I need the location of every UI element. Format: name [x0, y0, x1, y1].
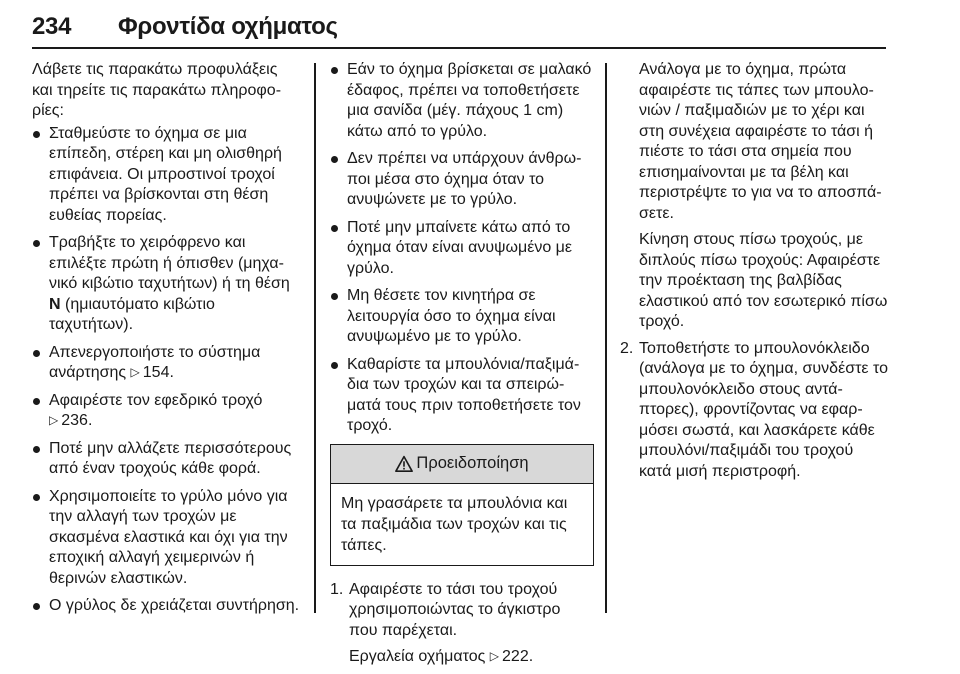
bullet-text-end: . [87, 412, 93, 429]
procedure-steps-continued [620, 339, 890, 483]
list-item [330, 60, 592, 142]
page-number: 234 [32, 13, 72, 40]
reference-page: 222 [502, 648, 529, 665]
bullet-text: Απενεργοποιήστε το σύστημα ανάρτησης [49, 343, 261, 381]
list-item [32, 596, 302, 617]
bullet-text: Χρησιμοποιείτε το γρύλο μόνο για την αλλαγή των τροχών με σκασμένα ελαστικά και όχι για την εποχική αλλαγή χειμερινών ή θερινών ελαστικών. [49, 487, 288, 587]
list-item [32, 487, 302, 590]
gear-position-n: N [49, 295, 61, 313]
reference-arrow-icon: ▷ [49, 413, 59, 427]
step-paragraph: Κίνηση στους πίσω τροχούς, με διπλούς πίσω τροχούς: Αφαιρέστε την προέκταση της βαλβίδας ελαστικού από τον εσωτερικό πίσω τροχό. [639, 231, 888, 330]
bullet-text: Αφαιρέστε τον εφεδρικό τροχό [49, 391, 263, 409]
list-item [32, 439, 302, 480]
warning-text: Μη γρασάρετε τα μπουλόνια και τα παξιμάδια των τροχών και τις τάπες. [341, 494, 568, 554]
precautions-list [32, 124, 302, 617]
bullet-text: Καθαρίστε τα μπουλόνια/παξιμάδια των τροχών και τα σπειρώματά τους πριν τοποθετήσετε τον τροχό. [347, 355, 581, 434]
warning-header [331, 445, 593, 484]
bullet-text-end: . [169, 364, 174, 381]
reference-arrow-icon: ▷ [489, 649, 500, 663]
bullet-text: Ποτέ μην αλλάζετε περισσότερους από έναν τροχούς κάθε φορά. [49, 439, 292, 477]
tools-text: Εργαλεία οχήματος [349, 648, 490, 665]
page-reference-link[interactable] [490, 648, 529, 665]
intro-paragraph: Λάβετε τις παρακάτω προφυλάξεις και τηρείτε τις παρακάτω πληροφορίες: [32, 61, 282, 119]
list-item [330, 286, 592, 348]
reference-page: 236 [61, 412, 88, 429]
step-item [620, 339, 890, 483]
precautions-list-continued [330, 60, 592, 437]
warning-triangle-icon [395, 455, 413, 473]
bullet-text: Τραβήξτε το χειρόφρενο και επιλέξτε πρώτη ή όπισθεν (μηχανικό κιβώτιο ταχυτήτων) ή τη θέση [49, 234, 290, 292]
bullet-text-end: (ημιαυτόματο κιβώτιο ταχυτήτων). [49, 295, 215, 333]
vehicle-tools-note [349, 647, 592, 668]
warning-box [330, 444, 594, 566]
bullet-text: Ποτέ μην μπαίνετε κάτω από το όχημα όταν είναι ανυψωμένο με γρύλο. [347, 218, 573, 277]
step-number: 1. [330, 580, 344, 598]
column-right [620, 60, 890, 488]
step-paragraph: Ανάλογα με το όχημα, πρώτα αφαιρέστε τις τάπες των μπουλονιών / παξιμαδιών με το χέρι και στη συνέχεια αφαιρέστε το τάσι ή πιέστε το τάσι στα σημεία που επισημαίνονται με τα βέλη και περιστρέψτε το για να το αποσπάσετε. [639, 61, 882, 222]
bullet-text: Ο γρύλος δε χρειάζεται συντήρηση. [49, 597, 300, 614]
list-item [330, 218, 592, 280]
bullet-text: Μη θέσετε τον κινητήρα σε λειτουργία όσο το όχημα είναι ανυψωμένο με το γρύλο. [347, 287, 556, 345]
bullet-text: Εάν το όχημα βρίσκεται σε μαλακό έδαφος, πρέπει να τοποθετήσετε μια σανίδα (μέγ. πάχους 1 cm) κάτω από το γρύλο. [347, 61, 592, 140]
step-item [330, 580, 592, 668]
column-divider-right [605, 63, 607, 613]
step-number: 2. [620, 339, 634, 357]
step-text: Αφαιρέστε το τάσι του τροχού χρησιμοποιώντας το άγκιστρο που παρέχεται. [349, 580, 561, 639]
page-header [32, 0, 886, 50]
header-rule [32, 47, 886, 49]
tools-text-end: . [528, 648, 534, 665]
list-item [32, 391, 302, 432]
step-text: Τοποθετήστε το μπουλονόκλειδο (ανάλογα με το όχημα, συνδέστε το μπουλονόκλειδο στους αντάπτορες), φροντίζοντας να εφαρμόσει σωστά, και λασκάρετε κάθε μπουλόνι/παξιμάδι του τροχού κατά μισή περιστροφή. [639, 339, 888, 480]
page-reference-link[interactable] [131, 364, 170, 381]
procedure-steps [330, 580, 592, 668]
list-item [330, 355, 592, 437]
column-middle [330, 60, 592, 674]
warning-title: Προειδοποίηση [416, 454, 529, 473]
column-divider-left [314, 63, 316, 613]
list-item [330, 149, 592, 211]
bullet-text: Σταθμεύστε το όχημα σε μια επίπεδη, στέρεη και μη ολισθηρή επιφάνεια. Οι μπροστινοί τροχοί πρέπει να βρίσκονται στη θέση ευθείας πορείας. [49, 124, 282, 224]
list-item [32, 343, 302, 384]
reference-page: 154 [142, 364, 170, 381]
reference-arrow-icon: ▷ [130, 365, 140, 379]
step-continuation [620, 60, 890, 333]
list-item [32, 124, 302, 227]
bullet-text: Δεν πρέπει να υπάρχουν άνθρωποι μέσα στο όχημα όταν το ανυψώνετε με το γρύλο. [347, 150, 582, 208]
column-left [32, 60, 302, 624]
list-item [32, 233, 302, 336]
page-reference-link[interactable] [49, 412, 88, 429]
page-title: Φροντίδα οχήματος [118, 13, 338, 40]
